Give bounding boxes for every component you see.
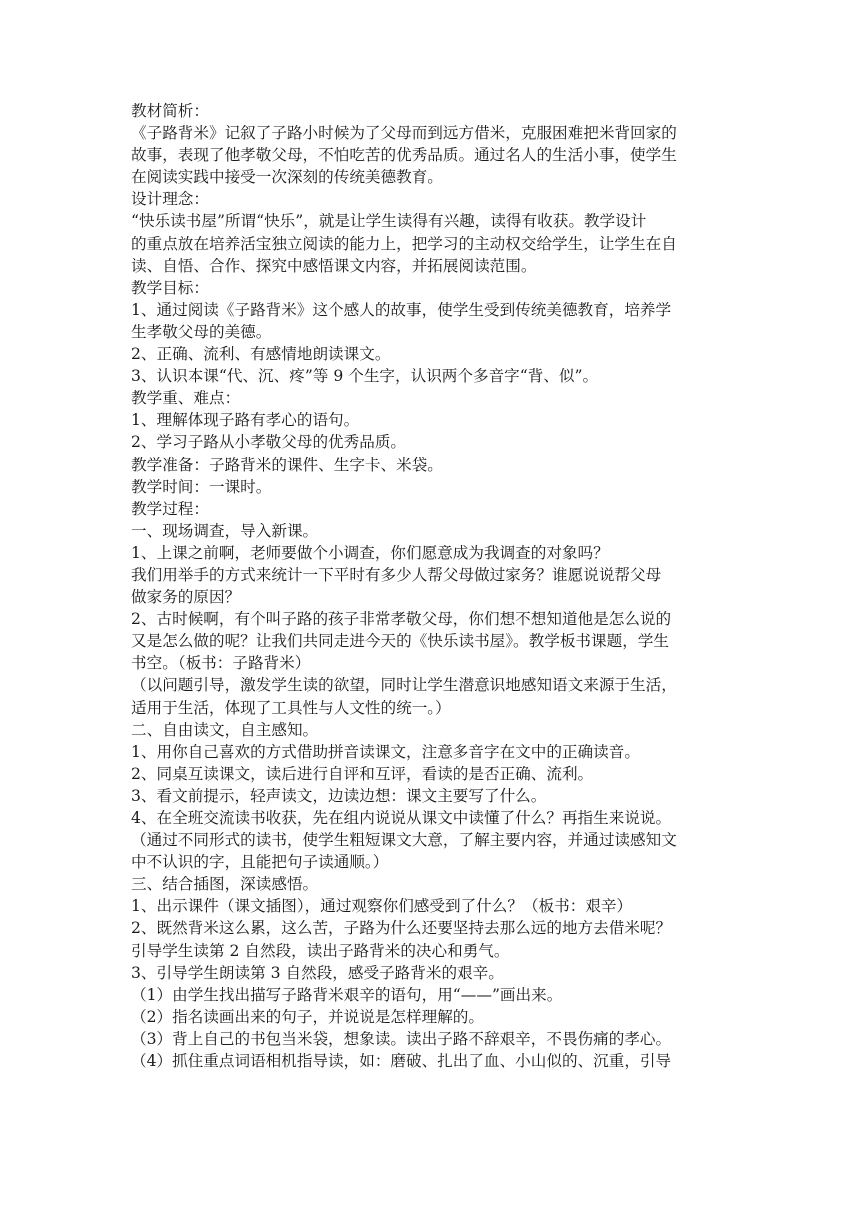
text-line: “快乐读书屋”所谓“快乐”，就是让学生读得有兴趣，读得有收获。教学设计 (131, 212, 647, 231)
text-line: 教学准备：子路背米的课件、生字卡、米袋。 (131, 455, 443, 474)
text-line: 二、自由读文，自主感知。 (131, 720, 319, 739)
text-line: 教学时间：一课时。 (131, 477, 272, 496)
text-line: 做家务的原因？ (131, 588, 241, 607)
text-line: 2、既然背米这么累，这么苦，子路为什么还要坚持去那么远的地方去借米呢？ (131, 919, 672, 938)
document-body (131, 100, 731, 1072)
text-line: （1）由学生找出描写子路背米艰辛的语句，用“——”画出来。 (131, 985, 563, 1004)
text-line: 中不认识的字，且能把句子读通顺。） (131, 853, 389, 872)
text-line: 设计理念： (131, 190, 209, 209)
text-line: （通过不同形式的读书，使学生粗短课文大意，了解主要内容，并通过读感知文 (131, 831, 677, 850)
text-line: 2、古时候啊，有个叫子路的孩子非常孝敬父母，你们想不想知道他是怎么说的 (131, 610, 672, 629)
text-line: （2）指名读画出来的句子，并说说是怎样理解的。 (131, 1007, 484, 1026)
text-line: 3、引导学生朗读第 3 自然段，感受子路背米的艰辛。 (131, 963, 504, 982)
text-line: 4、在全班交流读书收获，先在组内说说从课文中读懂了什么？再指生来说说。 (131, 809, 672, 827)
text-line: 一、现场调查，导入新课。 (131, 521, 319, 540)
text-line: 1、理解体现子路有孝心的语句。 (131, 411, 360, 430)
text-line: 1、用你自己喜欢的方式借助拼音读课文，注意多音字在文中的正确读音。 (131, 742, 640, 761)
text-line: 书空。（板书：子路背米） (131, 654, 311, 673)
text-line: 1、出示课件（课文插图），通过观察你们感受到了什么？（板书：艰辛） (131, 897, 633, 916)
text-line: 故事，表现了他孝敬父母，不怕吃苦的优秀品质。通过名人的生活小事，使学生 (131, 146, 677, 165)
text-line: 生孝敬父母的美德。 (131, 322, 272, 341)
text-line: 在阅读实践中接受一次深刻的传统美德教育。 (131, 168, 443, 187)
text-line: 引导学生读第 2 自然段，读出子路背米的决心和勇气。 (131, 941, 510, 960)
text-line: （以问题引导，激发学生读的欲望，同时让学生潜意识地感知语文来源于生活， (131, 676, 677, 695)
text-line: 教学目标： (131, 278, 209, 297)
text-line: 适用于生活，体现了工具性与人文性的统一。） (131, 698, 451, 717)
text-line: 1、上课之前啊，老师要做个小调查，你们愿意成为我调查的对象吗？ (131, 543, 609, 562)
text-line: 的重点放在培养活宝独立阅读的能力上，把学习的主动权交给学生，让学生在自 (131, 234, 677, 253)
text-line: 又是怎么做的呢？让我们共同走进今天的《快乐读书屋》。教学板书课题，学生 (131, 632, 669, 651)
text-line: （4）抓住重点词语相机指导读，如：磨破、扎出了血、小山似的、沉重，引导 (131, 1052, 672, 1071)
text-line: （3）背上自己的书包当米袋，想象读。读出子路不辞艰辛，不畏伤痛的孝心。 (131, 1029, 672, 1048)
text-line: 教材简析： (131, 102, 209, 120)
text-line: 3、看文前提示，轻声读文，边读边想：课文主要写了什么。 (131, 786, 547, 805)
text-line: 教学过程： (131, 499, 209, 518)
text-line: 三、结合插图，深读感悟。 (131, 875, 319, 894)
text-line: 2、学习子路从小孝敬父母的优秀品质。 (131, 433, 407, 452)
text-line: 2、正确、流利、有感情地朗读课文。 (131, 345, 391, 364)
text-line: 《子路背米》记叙了子路小时候为了父母而到远方借米，克服困难把米背回家的 (131, 124, 677, 143)
text-line: 2、同桌互读课文，读后进行自评和互评，看读的是否正确、流利。 (131, 764, 594, 783)
text-line: 3、认识本课“代、沉、疼”等 9 个生字，认识两个多音字“背、似”。 (131, 367, 599, 386)
text-line: 教学重、难点： (131, 389, 241, 408)
text-line: 我们用举手的方式来统计一下平时有多少人帮父母做过家务？谁愿说说帮父母 (131, 565, 662, 584)
text-line: 1、通过阅读《子路背米》这个感人的故事，使学生受到传统美德教育，培养学 (131, 300, 672, 319)
text-line: 读、自悟、合作、探究中感悟课文内容，并拓展阅读范围。 (131, 256, 537, 275)
